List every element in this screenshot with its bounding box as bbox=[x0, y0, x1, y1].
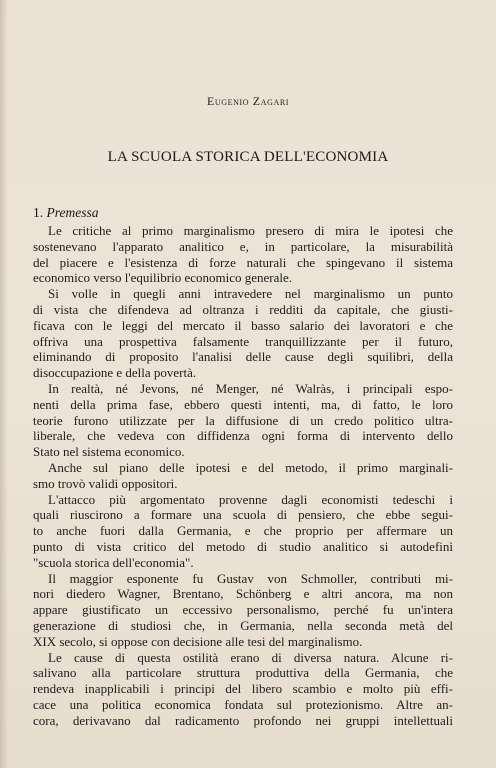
text-line: L'attacco più argomentato provenne dagli economisti tedeschi i bbox=[48, 491, 453, 507]
text-line: eliminando di proposito l'analisi delle cause degli squilibri, della bbox=[33, 349, 453, 365]
text-line: economico verso l'equilibrio economico generale. bbox=[33, 270, 292, 286]
body-text bbox=[33, 223, 453, 729]
text-line: di vista che difendeva ad oltranza i redditi da capitale, che giusti- bbox=[33, 301, 453, 317]
text-line: nenti della prima fase, ebbero questi intenti, ma, di fatto, le loro bbox=[33, 396, 453, 412]
text-line: In realtà, né Jevons, né Menger, né Walràs, i principali espo- bbox=[48, 380, 453, 396]
text-line: nori diedero Wagner, Brentano, Schönberg e altri ancora, ma non bbox=[33, 586, 453, 602]
text-line: Anche sul piano delle ipotesi e del metodo, il primo marginali- bbox=[48, 459, 453, 475]
text-line: quali riuscirono a formare una scuola di pensiero, che ebbe segui- bbox=[33, 507, 453, 523]
section-number: 1. bbox=[33, 205, 44, 220]
text-line: generazione di studiosi che, in Germania, nella seconda metà del bbox=[33, 617, 453, 633]
text-line: appare giustificato un eccessivo personalismo, perché fu un'intera bbox=[33, 602, 453, 618]
text-line: Si volle in quegli anni intravedere nel marginalismo un punto bbox=[48, 286, 453, 302]
text-line: salivano alla particolare struttura produttiva della Germania, che bbox=[33, 665, 453, 681]
author-name: Eugenio Zagari bbox=[206, 94, 290, 108]
chapter-title: LA SCUOLA STORICA DELL'ECONOMIA bbox=[107, 149, 389, 165]
text-line: punto di vista critico del metodo di studio analitico si autodefinì bbox=[33, 538, 453, 554]
text-line: to anche fuori dalla Germania, e che proprio per affermare un bbox=[33, 523, 453, 539]
text-line: Le critiche al primo marginalismo presero di mira le ipotesi che bbox=[48, 223, 453, 238]
text-line: del piacere e l'esistenza di forze naturali che spingevano il sistema bbox=[33, 254, 453, 270]
text-line: "scuola storica dell'economia". bbox=[33, 554, 194, 570]
text-line: ficava con le leggi del mercato il basso salario dei lavoratori e che bbox=[33, 317, 453, 333]
page-gutter-shadow bbox=[0, 0, 8, 768]
text-line: Il maggior esponente fu Gustav von Schmoller, contributi mi- bbox=[48, 570, 453, 586]
text-line: liberale, che vedeva con diffidenza ogni forma di intervento dello bbox=[33, 428, 453, 444]
text-line: smo trovò validi oppositori. bbox=[33, 475, 178, 491]
text-line: sostenevano l'apparato analitico e, in particolare, la misurabilità bbox=[33, 238, 453, 254]
section-title: Premessa bbox=[46, 205, 99, 220]
text-line: Le cause di questa ostilità erano di diversa natura. Alcune ri- bbox=[48, 649, 453, 665]
text-line: disoccupazione e della povertà. bbox=[33, 365, 197, 381]
text-line: cora, derivavano dal radicamento profondo nei gruppi intellettuali bbox=[33, 712, 453, 728]
text-line: XIX secolo, si oppose con decisione alle tesi del marginalismo. bbox=[33, 633, 363, 649]
text-line: teorie furono utilizzate per la diffusione di un credo politico ultra- bbox=[33, 412, 453, 428]
text-line: rendeva inapplicabili i principi del libero scambio e molto più effi- bbox=[33, 681, 453, 697]
section-heading bbox=[33, 205, 99, 221]
text-line: cace una politica economica fondata sul protezionismo. Altre an- bbox=[33, 696, 453, 712]
text-line: Stato nel sistema economico. bbox=[33, 444, 185, 460]
text-line: offriva una prospettiva falsamente tranquillizzante per il futuro, bbox=[33, 333, 453, 349]
